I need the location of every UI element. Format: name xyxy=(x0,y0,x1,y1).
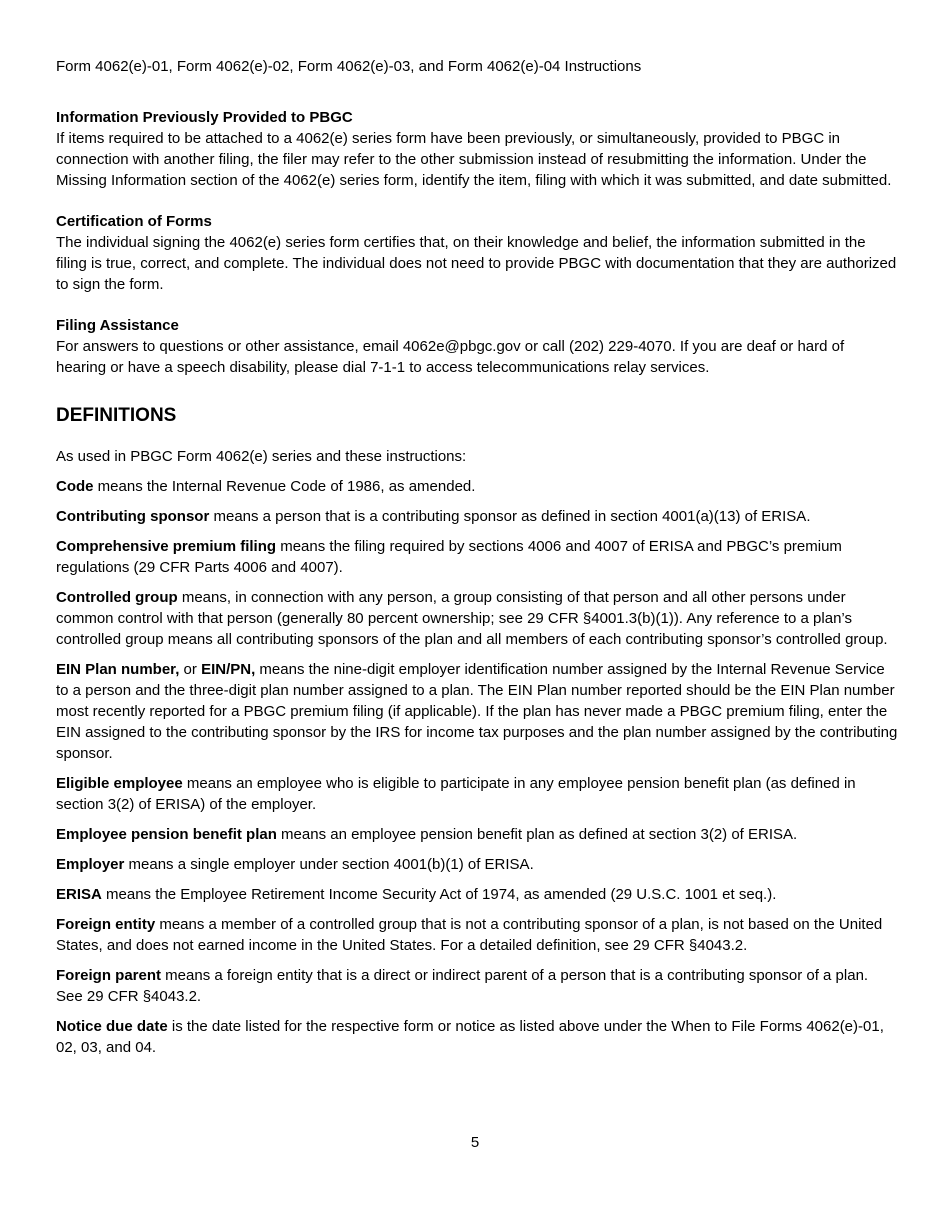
definition-term: Employee pension benefit plan xyxy=(56,826,277,843)
definition-term: Contributing sponsor xyxy=(56,508,210,525)
page-number: 5 xyxy=(470,1134,480,1151)
definition-notice-due-date xyxy=(56,1016,898,1058)
definition-foreign-entity xyxy=(56,914,898,956)
definition-term: Controlled group xyxy=(56,589,178,606)
definition-foreign-parent xyxy=(56,965,898,1007)
definition-term: ERISA xyxy=(56,886,102,903)
definition-employee-pension-benefit-plan xyxy=(56,824,898,845)
section-info-previously-provided xyxy=(56,107,898,191)
definition-term: EIN Plan number, xyxy=(56,661,180,678)
definition-term: Code xyxy=(56,478,94,495)
definition-comprehensive-premium-filing xyxy=(56,536,898,578)
section-body: If items required to be attached to a 4062(e) series form have been previously, or simultaneously, provided to PBGC in connection with another filing, the filer may refer to the other submission instead of resubmitting the information. Under the Missing Information section of the 4062(e) series form, identify the item, filing with which it was submitted, and date submitted. xyxy=(56,130,892,189)
definition-text: means a person that is a contributing sponsor as defined in section 4001(a)(13) of ERISA. xyxy=(209,508,811,525)
section-filing-assistance xyxy=(56,315,898,378)
definition-term-alt: EIN/PN, xyxy=(201,661,256,678)
definition-text: means a foreign entity that is a direct or indirect parent of a person that is a contributing sponsor of a plan. See 29 CFR §4043.2. xyxy=(56,967,869,1005)
definition-text: means the filing required by sections 4006 and 4007 of ERISA and PBGC’s premium regulations (29 CFR Parts 4006 and 4007). xyxy=(56,538,842,576)
definition-text: means a single employer under section 4001(b)(1) of ERISA. xyxy=(124,856,534,873)
definition-contributing-sponsor xyxy=(56,506,898,527)
definition-text: means, in connection with any person, a group consisting of that person and all other persons under common control with that person (generally 80 percent ownership; see 29 CFR §4001.3(b)(1)). Any reference to a plan’s controlled group means all contributing sponsors of the plan and all members of each contributing sponsor’s controlled group. xyxy=(56,589,888,648)
section-title: Information Previously Provided to PBGC xyxy=(56,109,353,126)
section-body: The individual signing the 4062(e) series form certifies that, on their knowledge and belief, the information submitted in the filing is true, correct, and complete. The individual does not need to provide PBGC with documentation that they are authorized to sign the form. xyxy=(56,234,897,293)
section-certification-of-forms xyxy=(56,211,898,295)
running-header: Form 4062(e)-01, Form 4062(e)-02, Form 4062(e)-03, and Form 4062(e)-04 Instructions xyxy=(56,58,642,75)
definition-text: means the nine-digit employer identification number assigned by the Internal Revenue Service to a person and the three-digit plan number assigned to a plan. The EIN Plan number reported should be the EIN Plan number most recently reported for a PBGC premium filing (if applicable). If the plan has never made a PBGC premium filing, enter the EIN assigned to the contributing sponsor by the IRS for income tax purposes and the plan number assigned by the contributing sponsor. xyxy=(56,661,898,762)
definitions-heading: DEFINITIONS xyxy=(56,405,177,426)
definition-erisa xyxy=(56,884,898,905)
definition-code xyxy=(56,476,898,497)
definition-text: is the date listed for the respective form or notice as listed above under the When to File Forms 4062(e)-01, 02, 03, and 04. xyxy=(56,1018,884,1056)
definition-text: means an employee pension benefit plan as defined at section 3(2) of ERISA. xyxy=(276,826,798,843)
definition-eligible-employee xyxy=(56,773,898,815)
section-body: For answers to questions or other assistance, email 4062e@pbgc.gov or call (202) 229-4070. If you are deaf or hard of hearing or have a speech disability, please dial 7-1-1 to access telecommunications relay services. xyxy=(56,338,845,376)
section-title: Certification of Forms xyxy=(56,213,212,230)
definition-term: Eligible employee xyxy=(56,775,183,792)
definition-term: Notice due date xyxy=(56,1018,168,1035)
definition-ein-plan-number xyxy=(56,659,898,764)
section-title: Filing Assistance xyxy=(56,317,179,334)
definition-term: Employer xyxy=(56,856,125,873)
definition-term: Foreign entity xyxy=(56,916,156,933)
definition-text: means a member of a controlled group that is not a contributing sponsor of a plan, is not based on the United States, and does not earned income in the United States. For a detailed definition, see 29 CFR §4043.2. xyxy=(56,916,883,954)
definitions-intro: As used in PBGC Form 4062(e) series and these instructions: xyxy=(56,448,467,465)
definition-text: means the Internal Revenue Code of 1986, as amended. xyxy=(93,478,476,495)
definition-text: means the Employee Retirement Income Security Act of 1974, as amended (29 U.S.C. 1001 et seq.). xyxy=(101,886,777,903)
definition-controlled-group xyxy=(56,587,898,650)
definition-text: means an employee who is eligible to participate in any employee pension benefit plan (as defined in section 3(2) of ERISA) of the employer. xyxy=(56,775,856,813)
definition-term: Comprehensive premium filing xyxy=(56,538,277,555)
definition-term: Foreign parent xyxy=(56,967,162,984)
document-page xyxy=(56,56,898,1067)
definition-connector: or xyxy=(179,661,202,678)
definition-employer xyxy=(56,854,898,875)
